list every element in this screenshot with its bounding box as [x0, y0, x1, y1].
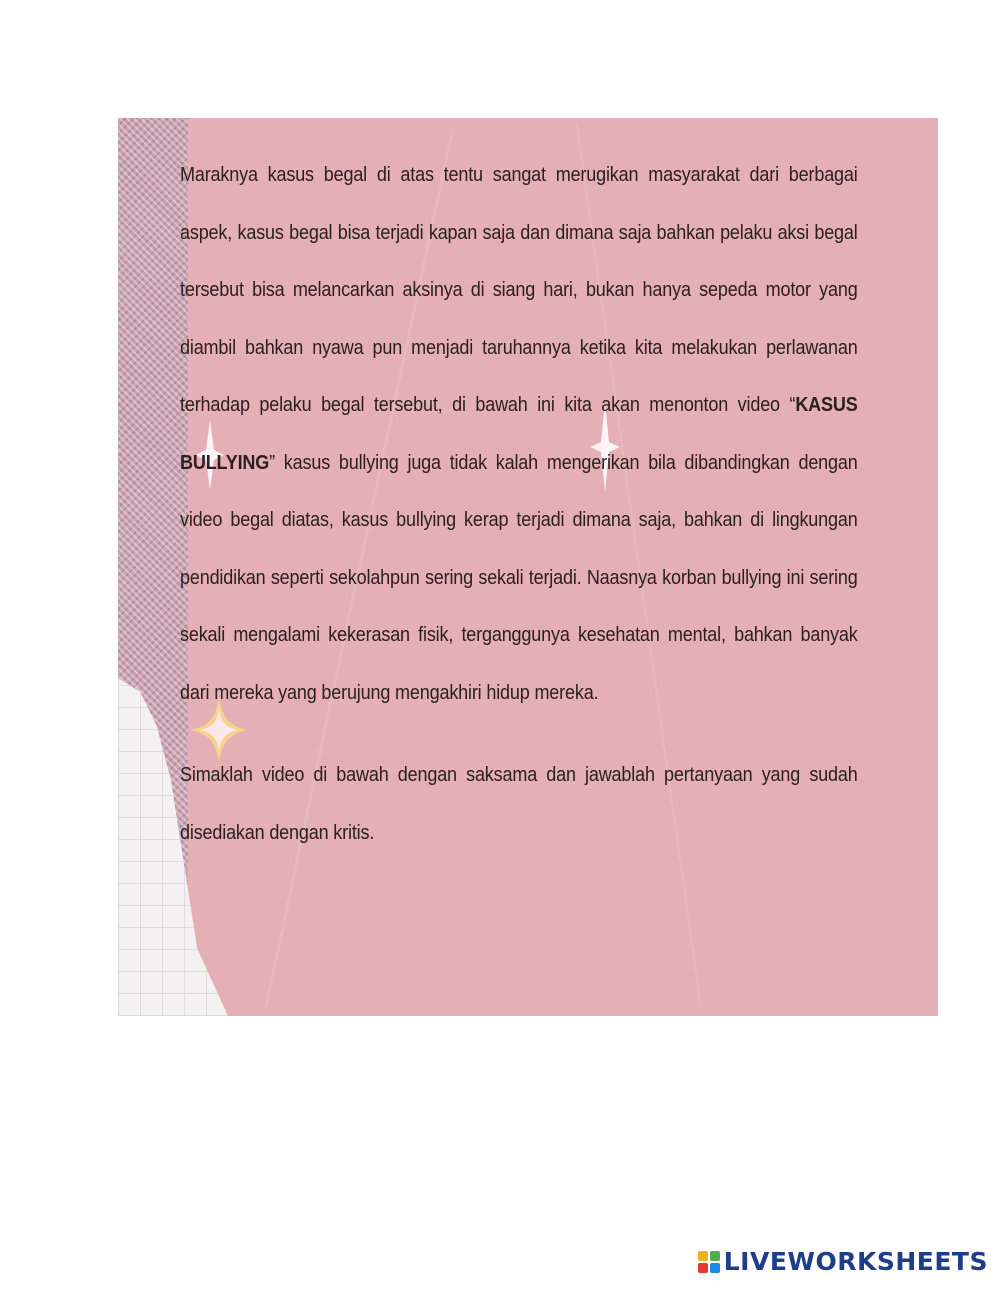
instruction-paragraph: Simaklah video di bawah dengan saksama dan jawablah pertanyaan yang sudah disediakan dengan kritis.: [180, 763, 858, 844]
highlight-title: KASUS BULLYING: [180, 393, 858, 474]
liveworksheets-logo[interactable]: [698, 1247, 988, 1276]
intro-paragraph: [180, 146, 858, 721]
logo-icon: [698, 1251, 720, 1273]
intro-text-after: ” kasus bullying juga tidak kalah mengerikan bila dibandingkan dengan video begal diatas, kasus bullying kerap terjadi dimana saja, bahkan di lingkungan pendidikan seperti sekolahpun sering sekali terjadi. Naasnya korban bullying ini sering sekali mengalami kekerasan fisik, terganggunya kesehatan mental, bahkan banyak dari mereka yang berujung mengakhiri hidup mereka.: [180, 450, 858, 704]
intro-text-before: Maraknya kasus begal di atas tentu sangat merugikan masyarakat dari berbagai aspek, kasus begal bisa terjadi kapan saja dan dimana saja bahkan pelaku aksi begal tersebut bisa melancarkan aksinya di siang hari, bukan hanya sepeda motor yang diambil bahkan nyawa pun menjadi taruhannya ketika kita melakukan perlawanan terhadap pelaku begal tersebut, di bawah ini kita akan menonton video “: [180, 163, 858, 416]
logo-text: LIVEWORKSHEETS: [723, 1247, 988, 1276]
